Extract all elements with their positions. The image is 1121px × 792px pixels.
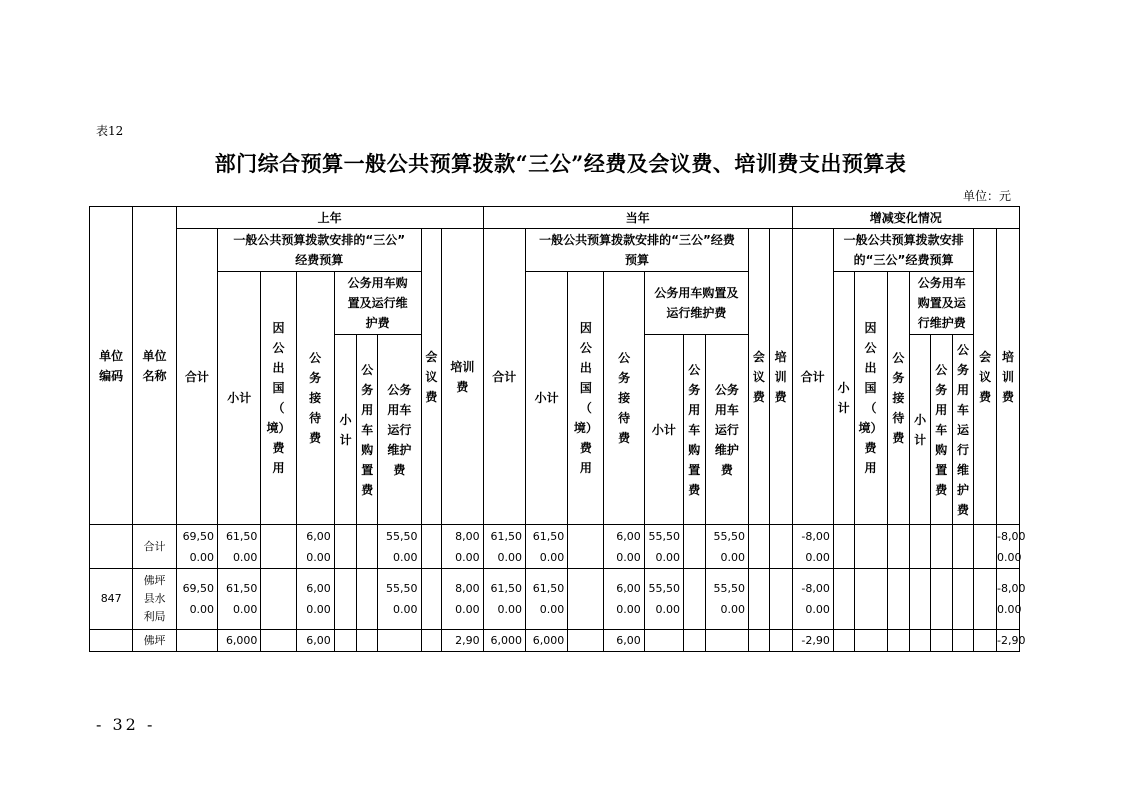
table-row <box>90 569 1020 630</box>
unit-code-cell <box>90 525 133 569</box>
value-cell <box>683 630 705 652</box>
unit-name-cell: 合计 <box>133 525 176 569</box>
chg-total-header: 合计 <box>792 229 833 525</box>
value-cell <box>930 630 952 652</box>
value-cell <box>683 569 705 630</box>
chg-subtotal-header: 小 计 <box>833 272 854 525</box>
chg-veh-purchase-header: 公 务 用 车 购 置 费 <box>930 335 952 525</box>
value-cell <box>334 569 357 630</box>
value-cell: 55,50 0.00 <box>644 525 683 569</box>
group-prev-year: 上年 <box>176 207 483 229</box>
value-cell: -2,90 <box>997 630 1020 652</box>
prev-veh-purchase-header: 公 务 用 车 购 置 费 <box>357 335 378 525</box>
value-cell: 69,50 0.00 <box>176 569 217 630</box>
value-cell: -8,00 0.00 <box>997 569 1020 630</box>
value-cell: 2,90 <box>442 630 483 652</box>
value-cell: 6,00 0.00 <box>604 569 644 630</box>
value-cell <box>974 630 997 652</box>
value-cell <box>854 630 887 652</box>
chg-meeting-header: 会 议 费 <box>974 229 997 525</box>
value-cell: 6,00 <box>296 630 334 652</box>
chg-veh-subtotal-header: 小 计 <box>910 335 931 525</box>
value-cell <box>421 630 442 652</box>
prev-abroad-header: 因 公 出 国 （ 境） 费 用 <box>261 272 296 525</box>
value-cell <box>887 630 910 652</box>
value-cell <box>887 569 910 630</box>
value-cell <box>910 630 931 652</box>
prev-veh-subtotal-header: 小 计 <box>334 335 357 525</box>
value-cell: 6,00 0.00 <box>604 525 644 569</box>
value-cell: 55,50 0.00 <box>378 525 421 569</box>
unit-code-cell <box>90 630 133 652</box>
curr-meeting-header: 会 议 费 <box>749 229 770 525</box>
value-cell <box>357 525 378 569</box>
prev-total-header: 合计 <box>176 229 217 525</box>
col-unit-code: 单位 编码 <box>90 207 133 525</box>
curr-veh-purchase-header: 公 务 用 车 购 置 费 <box>683 335 705 525</box>
value-cell: 6,00 0.00 <box>296 525 334 569</box>
value-cell: 8,00 0.00 <box>442 569 483 630</box>
value-cell <box>261 525 296 569</box>
value-cell <box>421 569 442 630</box>
curr-sangong-header: 一般公共预算拨款安排的“三公”经费 预算 <box>525 229 748 272</box>
value-cell <box>568 525 604 569</box>
chg-veh-operation-header: 公 务 用 车 运 行 维 护 费 <box>952 335 974 525</box>
value-cell <box>357 630 378 652</box>
value-cell: -8,00 0.00 <box>792 569 833 630</box>
unit-name-cell: 佛坪 <box>133 630 176 652</box>
value-cell <box>749 630 770 652</box>
value-cell <box>930 525 952 569</box>
value-cell <box>378 630 421 652</box>
prev-sangong-header: 一般公共预算拨款安排的“三公” 经费预算 <box>218 229 421 272</box>
value-cell: 6,000 <box>525 630 567 652</box>
value-cell <box>705 630 748 652</box>
prev-reception-header: 公 务 接 待 费 <box>296 272 334 525</box>
unit-label: 单位：元 <box>963 189 1012 203</box>
page-number: - 32 - <box>96 715 156 734</box>
value-cell <box>910 569 931 630</box>
chg-abroad-header: 因 公 出 国 （ 境） 费 用 <box>854 272 887 525</box>
value-cell <box>952 630 974 652</box>
group-curr-year: 当年 <box>483 207 792 229</box>
value-cell <box>769 525 792 569</box>
value-cell <box>833 630 854 652</box>
value-cell <box>952 569 974 630</box>
value-cell: 61,50 0.00 <box>218 569 261 630</box>
chg-vehicle-group-header: 公务用车 购置及运 行维护费 <box>910 272 974 335</box>
value-cell <box>887 525 910 569</box>
value-cell <box>952 525 974 569</box>
value-cell: 6,000 <box>483 630 525 652</box>
value-cell <box>974 525 997 569</box>
unit-code-cell: 847 <box>90 569 133 630</box>
unit-name-cell: 佛坪 县水 利局 <box>133 569 176 630</box>
prev-vehicle-group-header: 公务用车购 置及运行维 护费 <box>334 272 421 335</box>
value-cell: -8,00 0.00 <box>792 525 833 569</box>
table-row <box>90 630 1020 652</box>
value-cell <box>833 525 854 569</box>
value-cell: -8,00 0.00 <box>997 525 1020 569</box>
prev-training-header: 培训 费 <box>442 229 483 525</box>
curr-total-header: 合计 <box>483 229 525 525</box>
value-cell: 61,50 0.00 <box>218 525 261 569</box>
value-cell <box>261 569 296 630</box>
value-cell: 61,50 0.00 <box>483 569 525 630</box>
value-cell <box>854 525 887 569</box>
value-cell: 6,00 <box>604 630 644 652</box>
value-cell: 61,50 0.00 <box>525 569 567 630</box>
value-cell <box>833 569 854 630</box>
value-cell <box>176 630 217 652</box>
page-title: 部门综合预算一般公共预算拨款“三公”经费及会议费、培训费支出预算表 <box>214 151 907 176</box>
table-number: 表12 <box>96 124 124 138</box>
value-cell <box>568 569 604 630</box>
chg-reception-header: 公 务 接 待 费 <box>887 272 910 525</box>
value-cell <box>910 525 931 569</box>
prev-subtotal-header: 小计 <box>218 272 261 525</box>
prev-meeting-header: 会 议 费 <box>421 229 442 525</box>
curr-veh-operation-header: 公务 用车 运行 维护 费 <box>705 335 748 525</box>
value-cell <box>334 525 357 569</box>
value-cell <box>568 630 604 652</box>
value-cell <box>644 630 683 652</box>
value-cell <box>974 569 997 630</box>
chg-sangong-header: 一般公共预算拨款安排 的“三公”经费预算 <box>833 229 973 272</box>
value-cell <box>854 569 887 630</box>
col-unit-name: 单位 名称 <box>133 207 176 525</box>
curr-veh-subtotal-header: 小计 <box>644 335 683 525</box>
value-cell: 6,00 0.00 <box>296 569 334 630</box>
curr-abroad-header: 因 公 出 国 （ 境） 费 用 <box>568 272 604 525</box>
budget-table <box>89 206 1026 652</box>
value-cell: 61,50 0.00 <box>483 525 525 569</box>
value-cell <box>749 569 770 630</box>
prev-veh-operation-header: 公务 用车 运行 维护 费 <box>378 335 421 525</box>
group-change: 增减变化情况 <box>792 207 1019 229</box>
table-row <box>90 525 1020 569</box>
chg-training-header: 培训 费 <box>997 229 1020 525</box>
value-cell: -2,90 <box>792 630 833 652</box>
curr-reception-header: 公 务 接 待 费 <box>604 272 644 525</box>
curr-training-header: 培 训 费 <box>769 229 792 525</box>
value-cell: 55,50 0.00 <box>378 569 421 630</box>
value-cell: 69,50 0.00 <box>176 525 217 569</box>
value-cell: 6,000 <box>218 630 261 652</box>
value-cell <box>357 569 378 630</box>
value-cell <box>261 630 296 652</box>
value-cell: 55,50 0.00 <box>705 569 748 630</box>
curr-vehicle-group-header: 公务用车购置及 运行维护费 <box>644 272 748 335</box>
value-cell: 8,00 0.00 <box>442 525 483 569</box>
value-cell <box>930 569 952 630</box>
value-cell <box>749 525 770 569</box>
value-cell <box>769 569 792 630</box>
value-cell: 61,50 0.00 <box>525 525 567 569</box>
value-cell: 55,50 0.00 <box>705 525 748 569</box>
value-cell <box>769 630 792 652</box>
value-cell: 55,50 0.00 <box>644 569 683 630</box>
value-cell <box>421 525 442 569</box>
value-cell <box>683 525 705 569</box>
curr-subtotal-header: 小计 <box>525 272 567 525</box>
value-cell <box>334 630 357 652</box>
